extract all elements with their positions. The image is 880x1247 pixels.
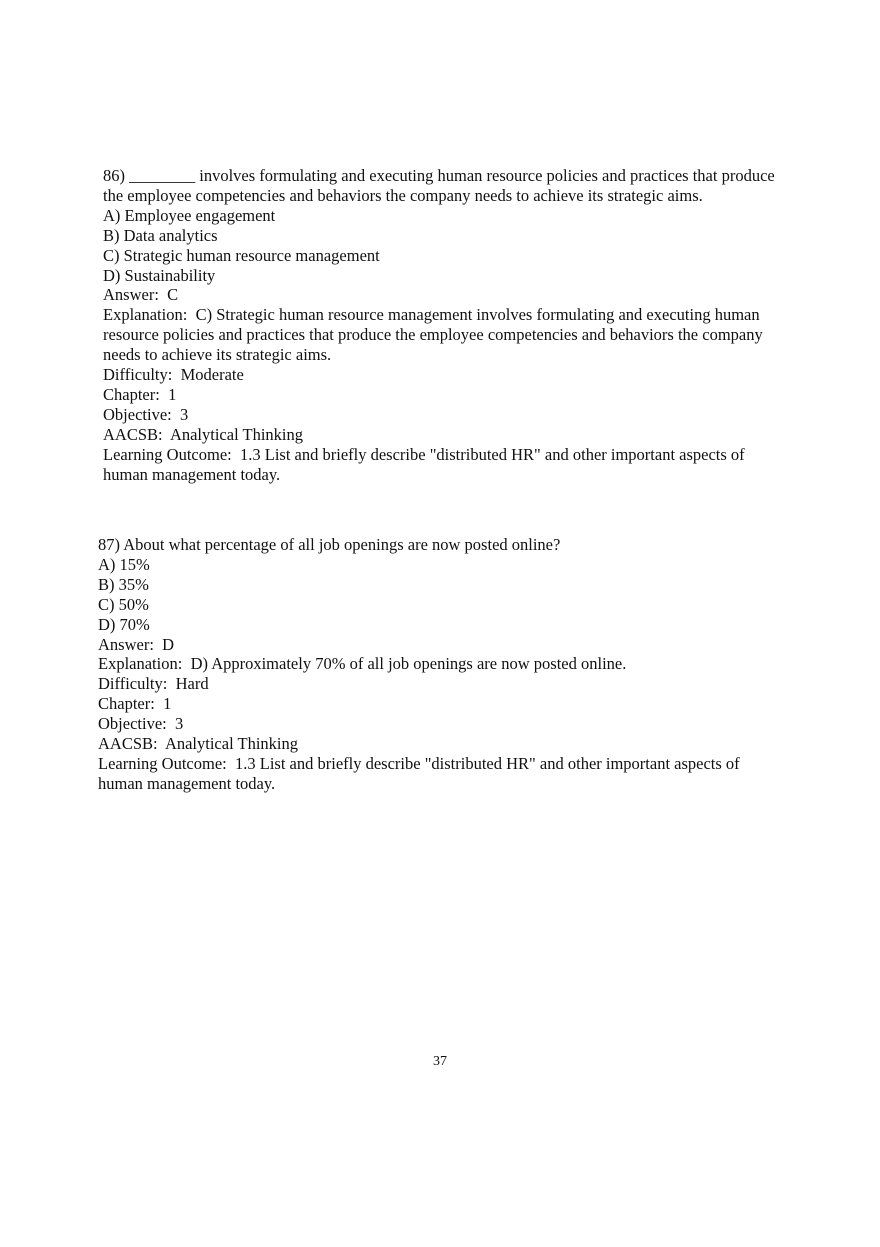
- answer: Answer: C: [103, 285, 179, 305]
- question-stem: 87) About what percentage of all job openings are now posted online?: [98, 535, 561, 554]
- difficulty: Difficulty: Hard: [98, 674, 209, 694]
- explanation: Explanation: C) Strategic human resource management involves formulating and executing human resource policies and practices that produce the employee competencies and behaviors the company needs to achieve its strategic aims.: [103, 305, 767, 365]
- explanation: Explanation: D) Approximately 70% of all job openings are now posted online.: [98, 654, 627, 674]
- question-stem: 86) ________ involves formulating and executing human resource policies and practices that produce the employee competencies and behaviors the company needs to achieve its strategic aims.: [103, 166, 779, 205]
- option-b: B) Data analytics: [103, 225, 218, 245]
- option-a: A) Employee engagement: [103, 205, 276, 225]
- option-d: D) Sustainability: [103, 265, 216, 285]
- option-c: C) Strategic human resource management: [103, 245, 380, 265]
- page-number: 37: [433, 1054, 447, 1069]
- difficulty: Difficulty: Moderate: [103, 365, 244, 385]
- chapter: Chapter: 1: [103, 384, 177, 404]
- aacsb: AACSB: Analytical Thinking: [98, 734, 298, 754]
- option-d: D) 70%: [98, 614, 150, 634]
- question-87: [98, 535, 788, 794]
- answer: Answer: D: [98, 634, 175, 654]
- objective: Objective: 3: [103, 404, 189, 424]
- chapter: Chapter: 1: [98, 694, 172, 714]
- option-b: B) 35%: [98, 574, 149, 594]
- option-a: A) 15%: [98, 554, 150, 574]
- question-86: [103, 166, 783, 485]
- aacsb: AACSB: Analytical Thinking: [103, 424, 303, 444]
- learning-outcome: Learning Outcome: 1.3 List and briefly describe "distributed HR" and other important aspects of human management today.: [98, 753, 744, 793]
- objective: Objective: 3: [98, 714, 184, 734]
- learning-outcome: Learning Outcome: 1.3 List and briefly describe "distributed HR" and other important aspects of human management today.: [103, 444, 749, 484]
- option-c: C) 50%: [98, 594, 149, 614]
